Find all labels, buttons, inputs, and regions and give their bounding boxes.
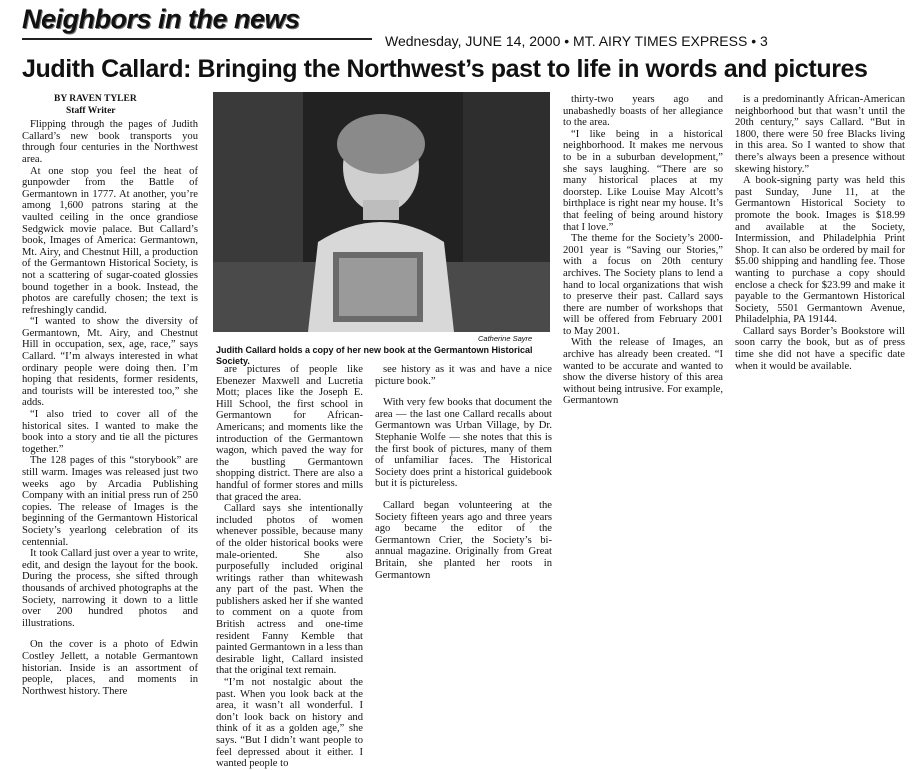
paragraph: Flipping through the pages of Judith Callard’s new book transports you through four centuries in the Northwest area. [22, 119, 198, 165]
paragraph: is a predominantly African-American neighborhood but that wasn’t until the 20th century,” says Callard. “But in 1800, there were 50 free Blacks living in this area. So I wanted to show that there’s always been a presence without skewing history.” [735, 94, 905, 175]
article-column-3 [375, 364, 552, 581]
byline: BY RAVEN TYLER [54, 94, 137, 104]
article-column-1 [22, 94, 198, 697]
section-rule [22, 38, 372, 40]
paragraph: see history as it was and have a nice picture book.” [375, 364, 552, 387]
paragraph: A book-signing party was held this past Sunday, June 11, at the Germantown Historical Society to promote the book. Images is $18.99 and available at the Society, Intermission, and Philadelphia Print Shop. It can also be ordered by mail for $5.00 shipping and handling fee. Those wanting to purchase a copy should enclose a check for $23.99 and make it payable to the Germantown Historical Society, 5501 Germantown Avenue, Philadelphia, PA 19144. [735, 175, 905, 326]
headline: Judith Callard: Bringing the Northwest’s past to life in words and pictures [22, 55, 868, 83]
paragraph: The 128 pages of this “storybook” are still warm. Images was released just two weeks ago by Arcadia Publishing Company with an initial press run of 250 copies. The release of Images is the beginning of the Germantown Historical Society’s yearlong celebration of its centennial. [22, 455, 198, 548]
paragraph: “I like being in a historical neighborhood. It makes me nervous to be in a suburban development,” she says laughing. “There are so many historical places at my doorstep. Like Louise May Alcott’s birthplace is right near my house. It’s that feeling of being around history that I love.” [563, 128, 723, 233]
paragraph: “I wanted to show the diversity of Germantown, Mt. Airy, and Chestnut Hill in occupation, sex, age, race,” says Callard. “I’m always interested in what ordinary people were doing then. I’m hoping that residents, former residents, and tourists will be interested too,” she adds. [22, 316, 198, 409]
paragraph: Callard says she intentionally included photos of women whenever possible, because many of the older historical books were male-oriented. She also purposefully included original writings rather than whitewash any part of the past. When the publishers asked her if she wanted to comment on a quote from British actress and one-time resident Fanny Kemble that painted Germantown in a less than desirable light, Callard insisted that the original text remain. [216, 503, 363, 677]
photo-credit: Catherine Sayre [478, 334, 533, 343]
paragraph: Callard began volunteering at the Society fifteen years ago and three years ago became the editor of the Germantown Crier, the Society’s bi-annual magazine. Originally from Great Britain, she planted her roots in Germantown [375, 499, 552, 581]
section-title: Neighbors in the news [22, 4, 300, 34]
byline-role: Staff Writer [66, 105, 116, 116]
paragraph: With very few books that document the area — the last one Callard recalls about Germantown was Urban Village, by Dr. Stephanie Wolfe — she notes that this is the first book of pictures, many of them of unfamiliar faces. The Historical Society does print a historical guidebook but it is pictureless. [375, 397, 552, 490]
article-column-5 [735, 94, 905, 372]
paragraph: With the release of Images, an archive has already been created. “I wanted to be accurate and wanted to show the diverse history of this area without being intrusive. For example, Germantown [563, 337, 723, 407]
photo-caption: Judith Callard holds a copy of her new book at the Germantown Historical Society. [216, 345, 533, 366]
article-column-2 [216, 364, 363, 770]
paragraph: “I’m not nostalgic about the past. When you look back at the area, it wasn’t all wonderful. I don’t look back on history and think of it as a golden age,” she says. “But I didn’t want people to feel depressed about it either. I wanted people to [216, 677, 363, 770]
photo-illustration [213, 92, 550, 332]
article-column-4 [563, 94, 723, 407]
photo-judith-callard [213, 92, 550, 332]
dateline: Wednesday, JUNE 14, 2000 • MT. AIRY TIMES EXPRESS • 3 [385, 33, 768, 49]
paragraph: At one stop you feel the heat of gunpowder from the Battle of Germantown in 1777. At another, you’re among 1,600 patrons staring at the vaulted ceiling in the once grandiose Sedgwick movie palace. But Callard’s book, Images of America: Germantown, Mt. Airy, and Chestnut Hill, a production of the Germantown Historical Society, is not a scattering of sugar-coated glossies bound together in a book. Instead, the photos are carefully chosen; the text is refreshingly candid. [22, 165, 198, 316]
paragraph: The theme for the Society’s 2000-2001 year is “Saving our Stories,” with a focus on 20th century archives. The Society plans to lend a hand to local organizations that wish to preserve their past. Callard says there are number of workshops that will be offered from February 2001 to May 2001. [563, 233, 723, 337]
paragraph: “I also tried to cover all of the historical sites. I wanted to make the book into a story and tie all the pictures together.” [22, 409, 198, 455]
paragraph: thirty-two years ago and unabashedly boasts of her allegiance to the area. [563, 94, 723, 129]
paragraph: are pictures of people like Ebenezer Maxwell and Lucretia Mott; places like the Joseph E. Hill School, the first school in Germantown for African-Americans; and moments like the introduction of the Germantown wagon, which paved the way for the bustling Germantown shopping district. There are also a handful of former stores and mills that graced the area. [216, 364, 363, 503]
paragraph: On the cover is a photo of Edwin Costley Jellett, a notable Germantown historian. Inside is an assortment of people, places, and moments in Northwest history. There [22, 639, 198, 697]
paragraph: It took Callard just over a year to write, edit, and design the layout for the book. During the process, she sifted through thousands of archived photographs at the Society, narrowing it down to a little over 200 hundred photos and illustrations. [22, 548, 198, 629]
paragraph: Callard says Border’s Bookstore will soon carry the book, but as of press time she did not have a specific date when it would be available. [735, 325, 905, 372]
